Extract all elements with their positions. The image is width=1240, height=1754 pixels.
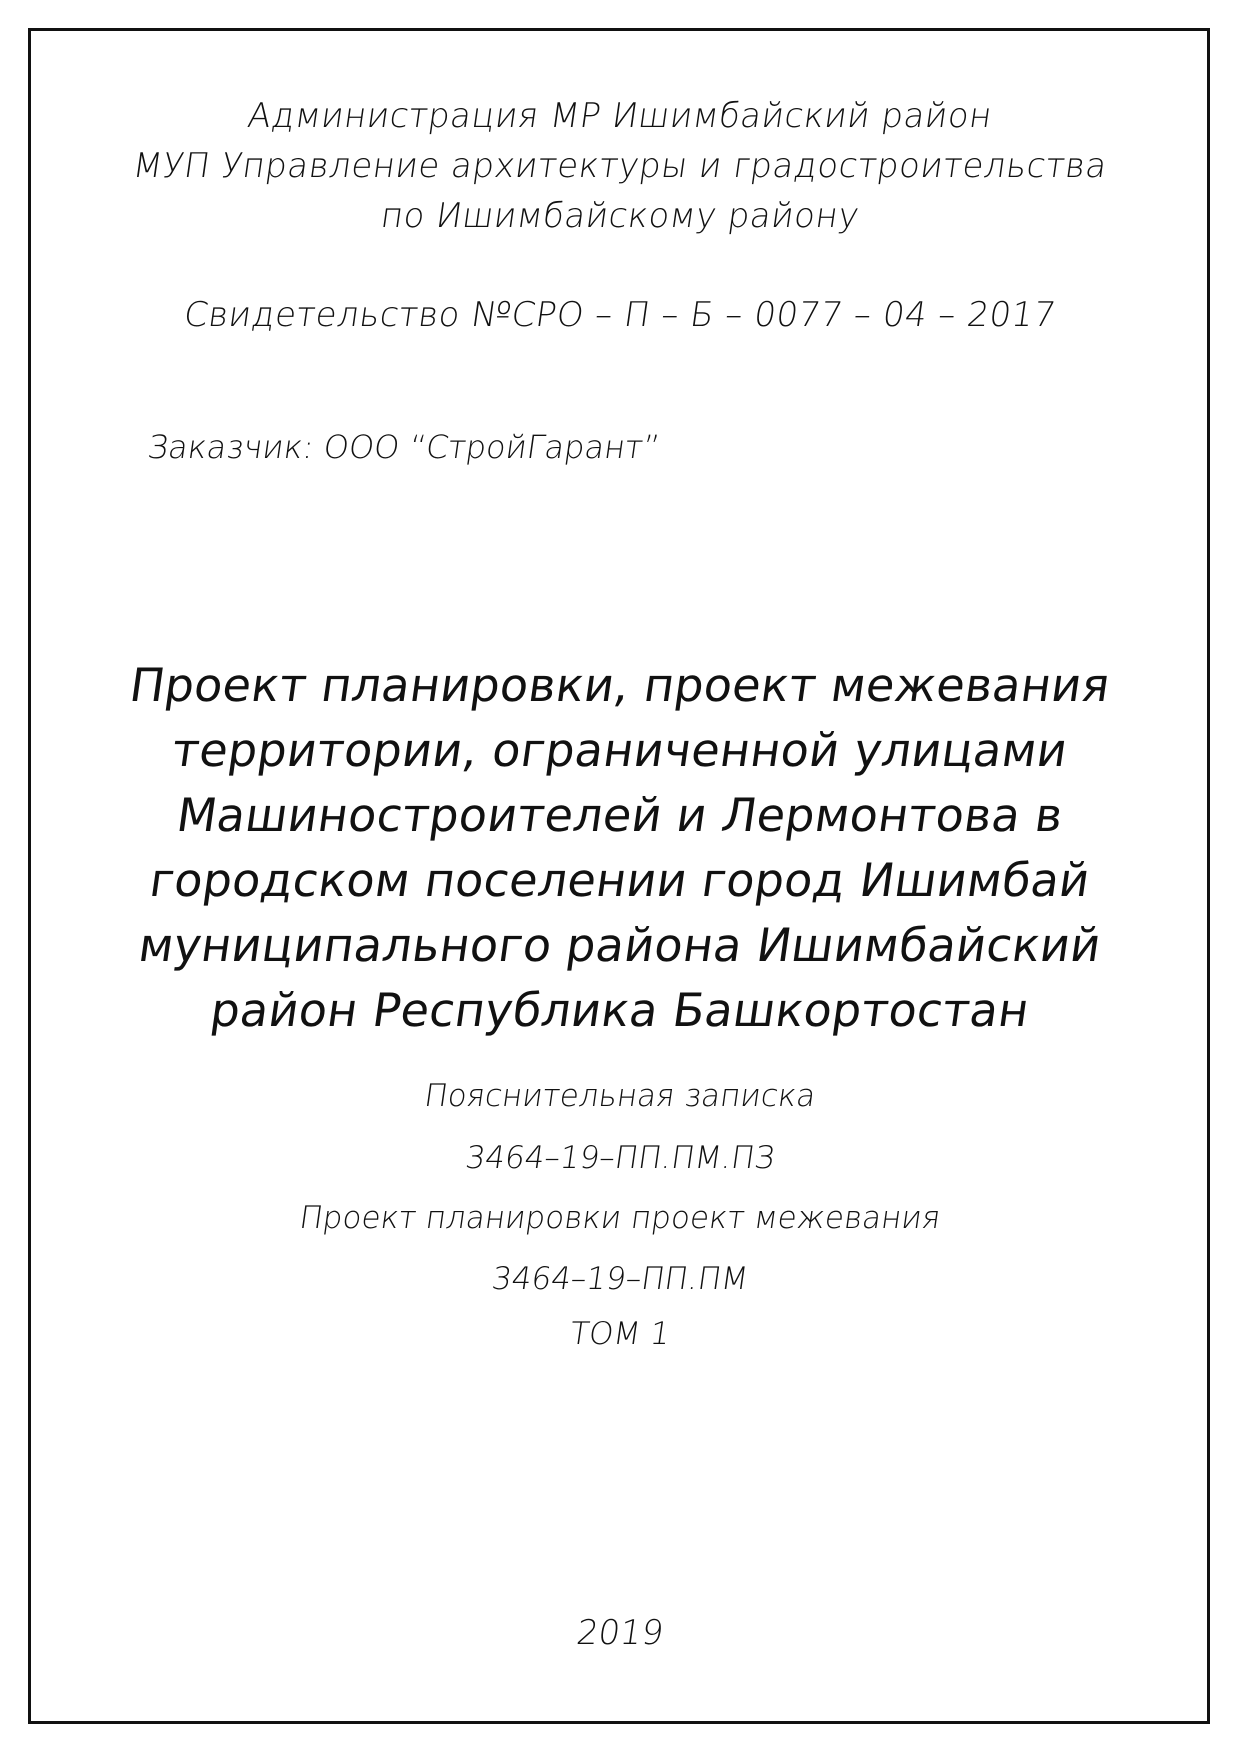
header-organization-line-3: по Ишимбайскому району (378, 196, 862, 236)
document-title-line-6: район Республика Башкортостан (207, 983, 1033, 1037)
document-code: 3464–19–ПП.ПМ.ПЗ (463, 1140, 777, 1176)
project-code: 3464–19–ПП.ПМ (489, 1261, 751, 1297)
document-title-line-3: Машиностроителей и Лермонтова в (173, 788, 1067, 842)
header-organization-line-2: МУП Управление архитектуры и градостроительства (130, 146, 1110, 186)
document-title-line-4: городском поселении город Ишимбай (146, 853, 1094, 907)
customer-label: Заказчик: ООО “СтройГарант” (145, 428, 663, 466)
certificate-number: Свидетельство №СРО – П – Б – 0077 – 04 – 2017 (181, 295, 1059, 335)
document-title-line-2: территории, ограниченной улицами (168, 723, 1072, 777)
document-title-line-1: Проект планировки, проект межевания (126, 658, 1114, 712)
header-organization-line-1: Администрация МР Ишимбайский район (245, 96, 995, 136)
project-name: Проект планировки проект межевания (297, 1200, 943, 1236)
document-title-line-5: муниципального района Ишимбайский (135, 918, 1105, 972)
document-year: 2019 (573, 1613, 667, 1653)
volume-number: ТОМ 1 (567, 1316, 673, 1352)
document-type: Пояснительная записка (422, 1078, 818, 1114)
